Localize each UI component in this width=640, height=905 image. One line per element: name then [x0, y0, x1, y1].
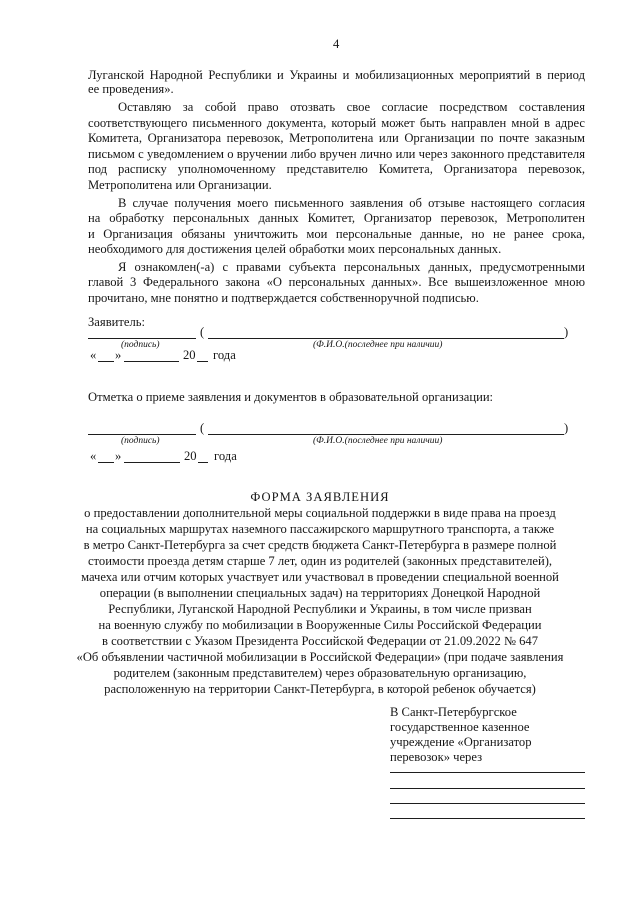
text-line: Комитета, Организатора перевозок, Метрополитена или Организации по почте заказным [88, 131, 585, 145]
addressee-line: перевозок» через [390, 750, 483, 764]
text-line: расположенную на территории Санкт-Петербурга, в которой ребенок обучается) [104, 682, 536, 696]
date-close-quote: » [115, 348, 122, 362]
date-year-prefix: 20 [183, 348, 196, 362]
addressee-line: учреждение «Организатор [390, 735, 532, 749]
text-line: и Организация обязаны уничтожить мои персональные данные, но не ранее срока, [88, 227, 585, 241]
text-line: на военную службу по мобилизации в Вооруженные Силы Российской Федерации [98, 618, 542, 632]
text-line: родителем (законным представителем) через образовательную организацию, [113, 666, 527, 680]
text-line: Луганской Народной Республики и Украины и мобилизационных мероприятий в период [88, 68, 585, 82]
text-line: о предоставлении дополнительной меры социальной поддержки в виде права на проезд [84, 506, 556, 520]
fio-caption: (Ф.И.О.(последнее при наличии) [313, 436, 443, 446]
signature-line[interactable] [88, 434, 196, 435]
addressee-blank-line[interactable] [390, 788, 585, 789]
addressee-blank-line[interactable] [390, 818, 585, 819]
addressee-line: государственное казенное [390, 720, 530, 734]
text-line: операции (в выполнении специальных задач) на территориях Донецкой Народной [99, 586, 541, 600]
text-line: главой 3 Федерального закона «О персональных данных». Все вышеизложенное мною [88, 275, 585, 289]
date-month-line[interactable] [124, 462, 180, 463]
addressee-blank-line[interactable] [390, 772, 585, 773]
text-line: соответствующего письменного документа, который может быть направлен мной в адрес [88, 116, 585, 130]
receipt-label: Отметка о приеме заявления и документов в образовательной организации: [88, 390, 494, 404]
paren-close: ) [564, 325, 569, 339]
text-line: В случае получения моего письменного заявления об отзыве настоящего согласия [118, 196, 585, 210]
text-line: прочитано, мне понятно и подтверждается собственноручной подписью. [88, 291, 479, 305]
date-year-line[interactable] [198, 462, 208, 463]
text-line: ее проведения». [88, 82, 174, 96]
paren-open: ( [200, 325, 205, 339]
form-title: ФОРМА ЗАЯВЛЕНИЯ [250, 490, 390, 504]
text-line: мачеха или отчим которых участвует или участвовал в проведении специальной военной [81, 570, 559, 584]
addressee-blank-line[interactable] [390, 803, 585, 804]
text-line: в соответствии с Указом Президента Российской Федерации от 21.09.2022 № 647 [101, 634, 539, 648]
text-line: письмом с уведомлением о вручении либо вручен лично или через законного представителя [88, 147, 585, 161]
text-line: в метро Санкт-Петербурга за счет средств бюджета Санкт-Петербурга в размере полной [83, 538, 557, 552]
paren-open: ( [200, 421, 205, 435]
date-suffix: года [213, 348, 236, 362]
signature-caption: (подпись) [121, 436, 160, 446]
date-day-line[interactable] [98, 462, 114, 463]
text-line: «Об объявлении частичной мобилизации в Российской Федерации» (при подаче заявления [76, 650, 564, 664]
date-open-quote: « [90, 449, 97, 463]
date-suffix: года [214, 449, 237, 463]
text-line: Я ознакомлен(-а) с правами субъекта персональных данных, предусмотренными [118, 260, 585, 274]
date-open-quote: « [90, 348, 97, 362]
text-line: под расписку уполномоченному представителю Комитета, Организатора перевозок, [88, 162, 585, 176]
fio-caption: (Ф.И.О.(последнее при наличии) [313, 340, 443, 350]
text-line: на обработку персональных данных Комитет, Организатор перевозок, Метрополитен [88, 211, 585, 225]
signature-caption: (подпись) [121, 340, 160, 350]
text-line: необходимого для достижения целей обработки моих персональных данных. [88, 242, 502, 256]
text-line: стоимости проезда детям старше 7 лет, один из родителей (законных представителей), [87, 554, 553, 568]
text-line: Республики, Луганской Народной Республики и Украины, в том числе призван [108, 602, 532, 616]
applicant-label: Заявитель: [88, 315, 145, 329]
text-line: Оставляю за собой право отозвать свое согласие посредством составления [118, 100, 585, 114]
text-line: на социальных маршрутах наземного пассажирского маршрутного транспорта, а также [85, 522, 555, 536]
fio-line[interactable] [208, 338, 564, 339]
fio-line[interactable] [208, 434, 564, 435]
addressee-line: В Санкт-Петербургское [390, 705, 517, 719]
date-day-line[interactable] [98, 361, 114, 362]
signature-line[interactable] [88, 338, 196, 339]
date-month-line[interactable] [124, 361, 179, 362]
text-line: Метрополитена или Организации. [88, 178, 272, 192]
date-year-line[interactable] [197, 361, 208, 362]
date-year-prefix: 20 [184, 449, 197, 463]
page-number: 4 [333, 37, 340, 51]
paren-close: ) [564, 421, 569, 435]
date-close-quote: » [115, 449, 122, 463]
